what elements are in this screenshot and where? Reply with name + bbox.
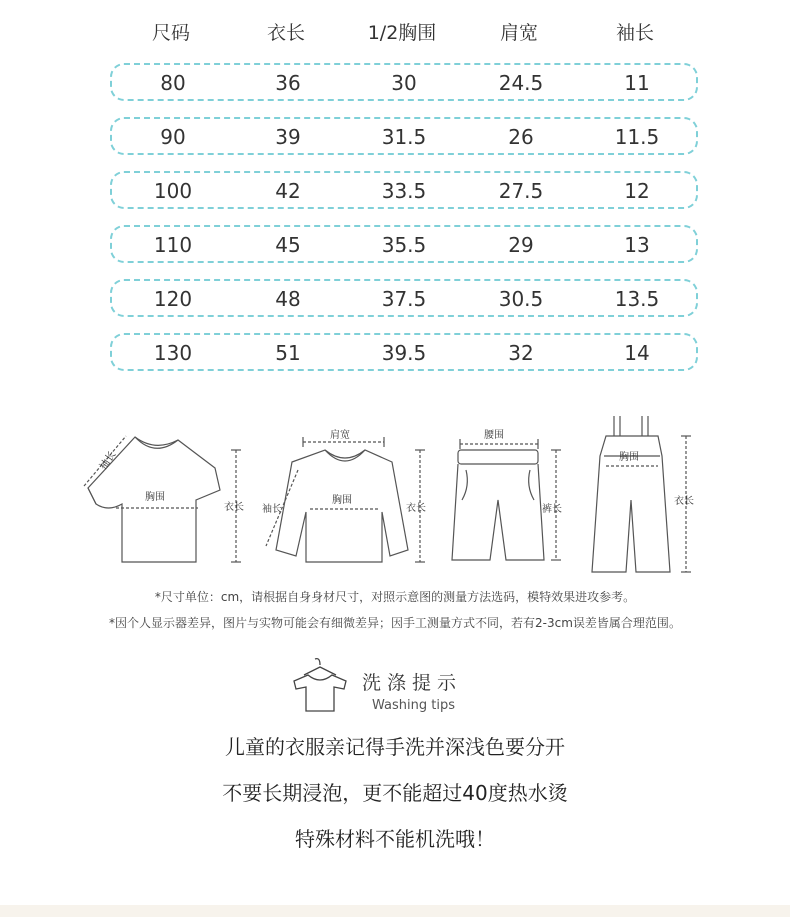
header-shoulder: 肩宽 [499,22,538,44]
measurement-diagram [0,400,790,580]
cell-half-chest: 33.5 [381,179,427,203]
longsleeve-chest-label: 胸围 [332,495,352,506]
table-row [110,225,698,263]
shorts-length-label: 裤长 [542,504,562,515]
cell-half-chest: 31.5 [381,125,427,149]
cell-half-chest: 39.5 [381,341,427,365]
overalls-length-label: 衣长 [674,496,694,507]
cell-shoulder: 32 [508,341,534,365]
size-table-header [0,18,790,48]
cell-size: 130 [153,341,193,365]
table-row [110,333,698,371]
cell-sleeve: 11.5 [614,125,660,149]
longsleeve-length-label: 衣长 [406,503,426,514]
washing-subtitle: Washing tips [372,698,455,713]
cell-half-chest: 35.5 [381,233,427,257]
cell-shoulder: 27.5 [498,179,544,203]
header-sleeve: 袖长 [615,22,654,44]
longsleeve-illustration [262,428,426,562]
table-row [110,117,698,155]
tshirt-chest-label: 胸围 [145,492,165,503]
table-row [110,171,698,209]
cell-length: 36 [275,71,301,95]
cell-length: 48 [275,287,301,311]
tshirt-illustration [84,436,244,562]
cell-half-chest: 37.5 [381,287,427,311]
cell-shoulder: 24.5 [498,71,544,95]
cell-shoulder: 26 [508,125,534,149]
overalls-illustration [592,416,694,572]
cell-size: 100 [153,179,193,203]
cell-length: 45 [275,233,301,257]
cell-half-chest: 30 [391,71,417,95]
cell-length: 42 [275,179,301,203]
hanger-shirt-icon [290,655,350,715]
cell-sleeve: 13 [624,233,650,257]
cell-size: 90 [160,125,186,149]
washing-tip-3: 特殊材料不能机洗哦！ [295,827,495,851]
tshirt-sleeve-label: 袖长 [97,449,119,473]
overalls-chest-label: 胸围 [619,452,639,463]
cell-shoulder: 29 [508,233,534,257]
note-size-unit: *尺寸单位：cm，请根据自身身材尺寸，对照示意图的测量方法选码，模特效果进攻参考。 [154,590,636,604]
longsleeve-shoulder-label: 肩宽 [330,430,350,441]
cell-size: 120 [153,287,193,311]
shorts-waist-label: 腰围 [484,430,504,441]
note-display-difference: *因个人显示器差异，图片与实物可能会有细微差异；因手工测量方式不同，若有2-3cm误差皆属合理范围。 [109,616,681,630]
table-row [110,279,698,317]
header-half-chest: 1/2胸围 [367,22,437,44]
washing-title: 洗涤提示 [362,672,463,694]
header-size: 尺码 [151,22,190,44]
table-row [110,63,698,101]
washing-tip-2: 不要长期浸泡，更不能超过40度热水烫 [222,781,568,805]
header-length: 衣长 [266,22,305,44]
cell-length: 39 [275,125,301,149]
washing-tip-1: 儿童的衣服亲记得手洗并深浅色要分开 [225,735,565,759]
cell-size: 110 [153,233,193,257]
shorts-illustration [452,429,562,560]
cell-sleeve: 13.5 [614,287,660,311]
cell-size: 80 [160,71,186,95]
tshirt-length-label: 衣长 [224,502,244,513]
cell-length: 51 [275,341,301,365]
footer-band [0,905,790,917]
cell-sleeve: 12 [624,179,650,203]
cell-shoulder: 30.5 [498,287,544,311]
cell-sleeve: 11 [624,71,650,95]
longsleeve-sleeve-label: 袖长 [262,504,282,515]
cell-sleeve: 14 [624,341,650,365]
